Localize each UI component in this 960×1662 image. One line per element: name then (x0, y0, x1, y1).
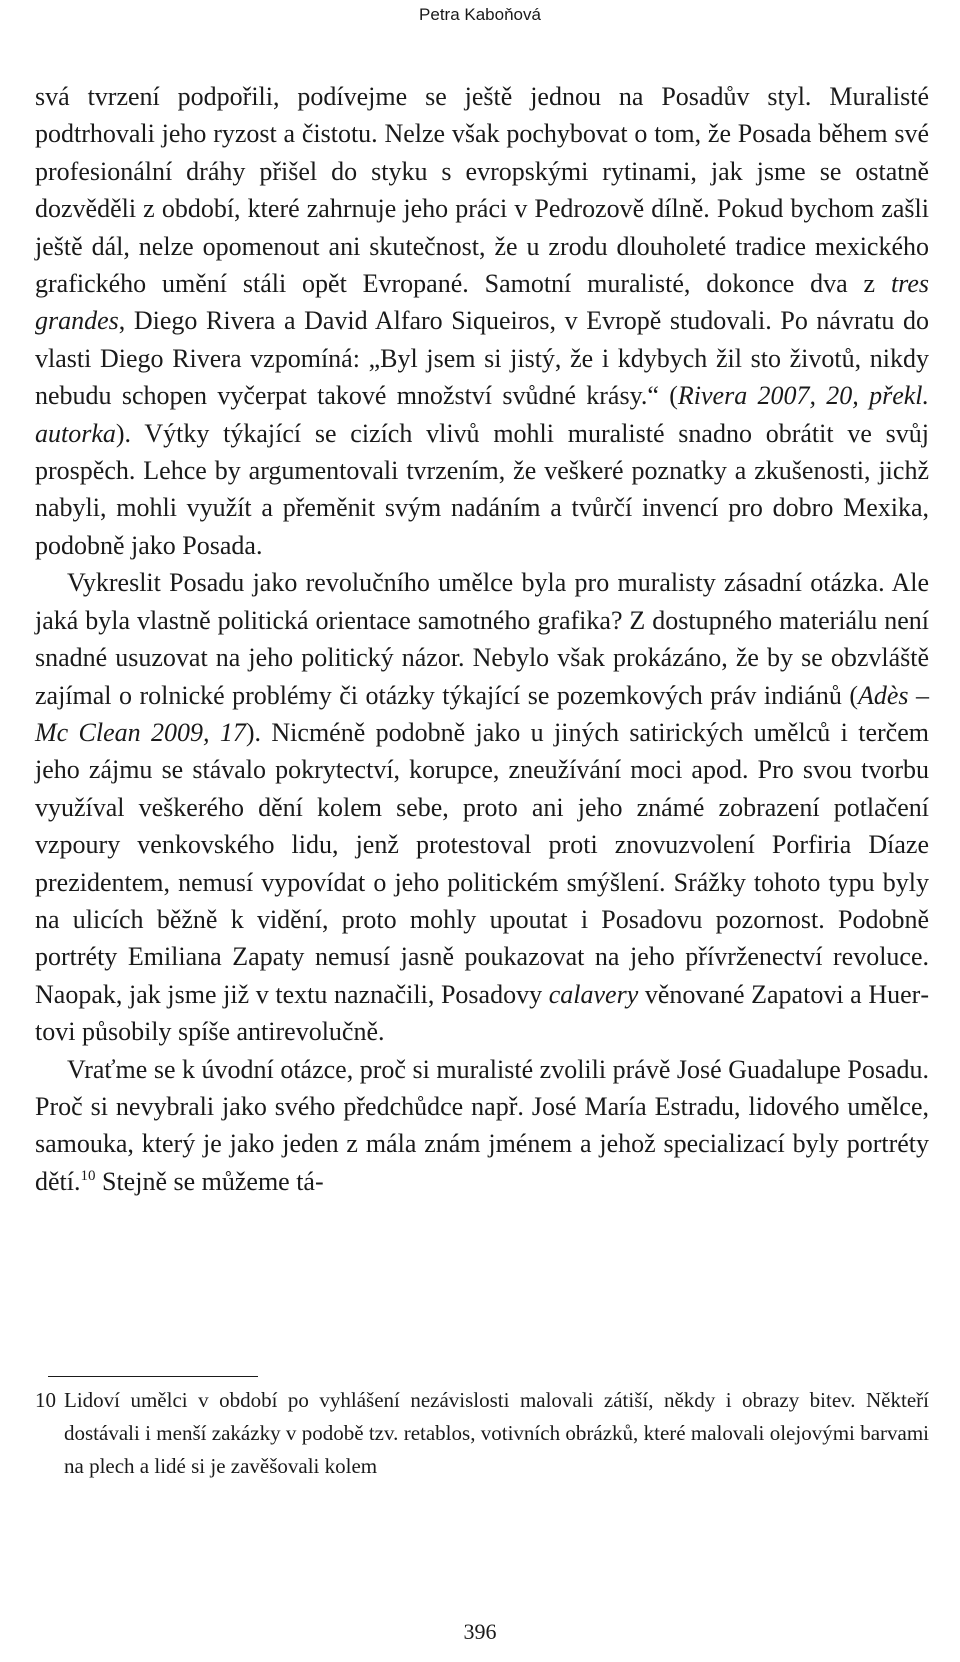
text-span: svá tvrzení podpořili, podívejme se ještě jednou na Posadův styl. Muralisté podtrhovali jeho ryzost a čistotu. Nelze však pochybovat o tom, že Posada během své profesionální dráhy přišel do styku s evropskými rytinami, jak jsme se ostatně dozvěděli z období, které zahrnuje jeho práci v Pedrozově dílně. Pokud bychom zašli ještě dál, nelze opomenout ani skutečnost, že u zrodu dlouholeté tradice mexického grafického umění stáli opět Evropané. Samotní muralisté, dokonce dva z (35, 82, 929, 299)
italic-term: tres grandes (35, 269, 929, 336)
footnote-reference[interactable]: 10 (80, 1167, 96, 1184)
paragraph-2 (35, 564, 929, 1050)
footnote-separator (48, 1376, 258, 1377)
header-author: Petra Kaboňová (419, 5, 541, 24)
citation: Adès – Mc Clean 2009, 17 (35, 680, 930, 747)
footnote (35, 1384, 929, 1483)
italic-term: calavery (548, 979, 639, 1009)
text-span: , Diego Rivera a David Alfaro Siqueiros, v Evropě studovali. Po návratu do vlasti Diego Rivera vzpomíná: „Byl jsem si jistý, že i kdybych žil sto životů, nikdy nebudu schopen vyčerpat takové množství svůdné krásy.“ ( (35, 306, 929, 411)
text-span: ). Výtky týkající se cizích vlivů mohli muralisté snadno obrátit ve svůj prospěch. Lehce by argumentovali tvrzením, že veškeré poznatky a zkušenosti, jichž nabyli, mohli využít a přeměnit svým nadáním a tvůrčí invencí pro dobro Mexika, podobně jako Posada. (35, 418, 929, 560)
page-number: 396 (463, 1619, 497, 1644)
footnote-text: Lidoví umělci v období po vyhlášení nezávislosti malovali zátiší, někdy i obrazy bitev. Někteří dostávali i menší zakázky v podobě tzv. retablos, votivních obrázků, které malovali olejovými barvami na plech a lidé si je zavěšovali kolem (64, 1388, 929, 1478)
paragraph-3 (35, 1051, 929, 1201)
text-span: Vykreslit Posadu jako revolučního umělce byla pro muralisty zásadní otázka. Ale jaká byla vlastně politická orientace samotného grafika? Z dostupného materiálu není snadné usuzovat na jeho politický názor. Nebylo však prokázáno, že by se obzvláště zajímal o rolnické problémy či otázky týkající se pozemkových práv indiánů ( (35, 568, 929, 710)
text-span: Vraťme se k úvodní otázce, proč si muralisté zvolili právě José Guadalupe Posadu. Proč si nevybrali jako svého předchůdce např. José María Estradu, lidového umělce, samouka, který je jako jeden z mála znám jménem a jehož specializací byly portréty dětí. (35, 1054, 929, 1196)
body-text (35, 78, 929, 1200)
running-header (0, 0, 960, 30)
text-span: věnované Zapatovi a Huertovi působily spíše antirevolučně. (35, 979, 930, 1047)
text-span: Stejně se můžeme tá- (95, 1166, 324, 1196)
citation: Rivera 2007, 20, překl. autorka (35, 381, 930, 448)
text-span: ). Nicméně podobně jako u jiných satirických umělců i terčem jeho zájmu se stávalo pokrytectví, korupce, zneužívání moci apod. Pro svou tvorbu využíval veškerého dění kolem sebe, proto ani jeho známé zobrazení potlačení vzpoury venkovského lidu, jenž protestoval proti znovuzvolení Porfiria Díaze prezidentem, nemusí vypovídat o jeho politickém smýšlení. Srážky tohoto typu byly na ulicích běžně k vidění, proto mohly upoutat i Posadovu pozornost. Podobně portréty Emiliana Zapaty nemusí jasně poukazovat na jeho přívrženectví revoluce. Naopak, jak jsme již v textu naznačili, Posadovy (35, 717, 929, 1009)
paragraph-1 (35, 78, 929, 564)
footnote-number: 10 (35, 1388, 56, 1412)
